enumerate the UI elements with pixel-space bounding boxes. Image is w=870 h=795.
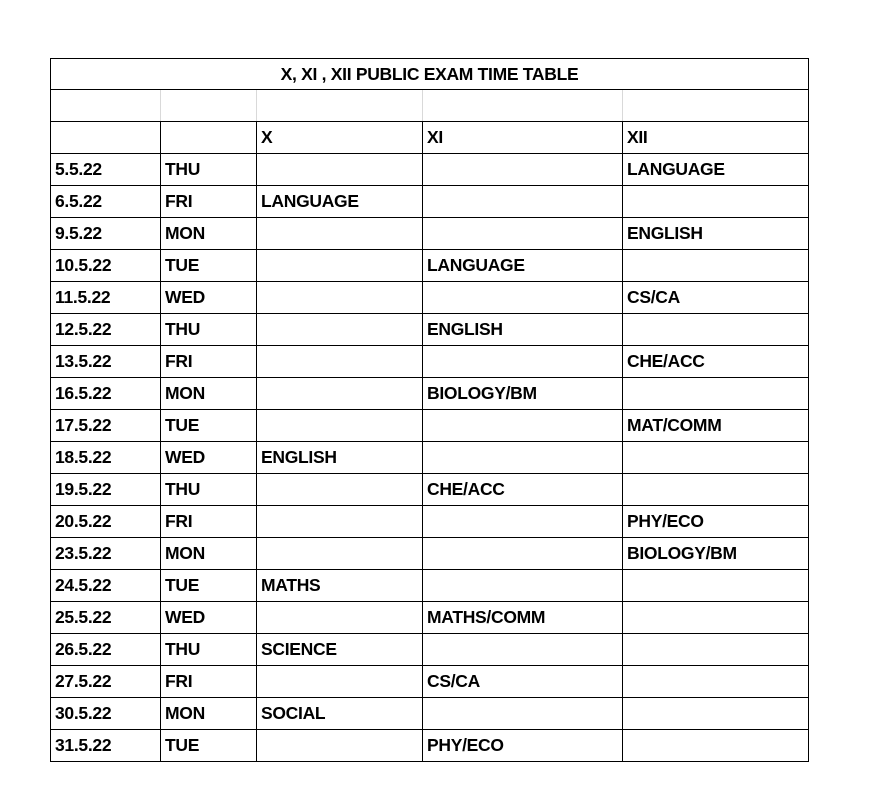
day-cell: FRI: [161, 346, 257, 378]
date-cell: 5.5.22: [51, 154, 161, 186]
class-xi-cell: [423, 346, 623, 378]
class-xi-cell: CHE/ACC: [423, 474, 623, 506]
class-x-cell: [257, 378, 423, 410]
class-xi-cell: MATHS/COMM: [423, 602, 623, 634]
class-xi-cell: LANGUAGE: [423, 250, 623, 282]
table-row: [51, 666, 809, 698]
header-class-xii: XII: [623, 122, 809, 154]
day-cell: MON: [161, 218, 257, 250]
blank-row: [51, 90, 809, 122]
class-xii-cell: BIOLOGY/BM: [623, 538, 809, 570]
class-xi-cell: CS/CA: [423, 666, 623, 698]
class-xii-cell: [623, 602, 809, 634]
class-xii-cell: [623, 250, 809, 282]
day-cell: THU: [161, 314, 257, 346]
table-row: [51, 442, 809, 474]
day-cell: THU: [161, 474, 257, 506]
date-cell: 9.5.22: [51, 218, 161, 250]
table-row: [51, 250, 809, 282]
date-cell: 23.5.22: [51, 538, 161, 570]
class-x-cell: [257, 154, 423, 186]
date-cell: 31.5.22: [51, 730, 161, 762]
class-xii-cell: [623, 314, 809, 346]
class-xii-cell: CS/CA: [623, 282, 809, 314]
class-xi-cell: [423, 442, 623, 474]
class-x-cell: [257, 346, 423, 378]
class-xi-cell: [423, 282, 623, 314]
date-cell: 13.5.22: [51, 346, 161, 378]
day-cell: FRI: [161, 666, 257, 698]
class-x-cell: SOCIAL: [257, 698, 423, 730]
date-cell: 27.5.22: [51, 666, 161, 698]
class-xii-cell: ENGLISH: [623, 218, 809, 250]
day-cell: TUE: [161, 250, 257, 282]
class-xii-cell: [623, 634, 809, 666]
day-cell: WED: [161, 282, 257, 314]
class-x-cell: SCIENCE: [257, 634, 423, 666]
table-row: [51, 474, 809, 506]
class-xii-cell: [623, 474, 809, 506]
date-cell: 11.5.22: [51, 282, 161, 314]
class-xii-cell: [623, 730, 809, 762]
class-x-cell: ENGLISH: [257, 442, 423, 474]
class-xi-cell: [423, 218, 623, 250]
header-class-xi: XI: [423, 122, 623, 154]
class-xi-cell: [423, 506, 623, 538]
blank-cell: [51, 90, 161, 122]
class-x-cell: [257, 474, 423, 506]
date-cell: 30.5.22: [51, 698, 161, 730]
class-xii-cell: [623, 186, 809, 218]
day-cell: THU: [161, 634, 257, 666]
class-xii-cell: MAT/COMM: [623, 410, 809, 442]
class-xii-cell: [623, 442, 809, 474]
class-xii-cell: [623, 666, 809, 698]
date-cell: 6.5.22: [51, 186, 161, 218]
class-xii-cell: [623, 570, 809, 602]
class-x-cell: [257, 314, 423, 346]
table-row: [51, 378, 809, 410]
class-xi-cell: PHY/ECO: [423, 730, 623, 762]
table-row: [51, 154, 809, 186]
table-row: [51, 282, 809, 314]
class-x-cell: [257, 730, 423, 762]
class-xii-cell: CHE/ACC: [623, 346, 809, 378]
class-xi-cell: [423, 186, 623, 218]
class-x-cell: [257, 218, 423, 250]
blank-cell: [257, 90, 423, 122]
day-cell: THU: [161, 154, 257, 186]
day-cell: TUE: [161, 410, 257, 442]
class-x-cell: MATHS: [257, 570, 423, 602]
table-title: X, XI , XII PUBLIC EXAM TIME TABLE: [51, 59, 809, 90]
day-cell: TUE: [161, 570, 257, 602]
day-cell: WED: [161, 442, 257, 474]
class-xi-cell: ENGLISH: [423, 314, 623, 346]
class-xi-cell: [423, 570, 623, 602]
date-cell: 25.5.22: [51, 602, 161, 634]
class-xi-cell: [423, 538, 623, 570]
table-row: [51, 506, 809, 538]
class-x-cell: [257, 602, 423, 634]
table-row: [51, 570, 809, 602]
table-row: [51, 730, 809, 762]
table-row: [51, 346, 809, 378]
class-x-cell: LANGUAGE: [257, 186, 423, 218]
day-cell: WED: [161, 602, 257, 634]
class-xi-cell: [423, 634, 623, 666]
table-row: [51, 698, 809, 730]
date-cell: 26.5.22: [51, 634, 161, 666]
date-cell: 17.5.22: [51, 410, 161, 442]
date-cell: 12.5.22: [51, 314, 161, 346]
day-cell: MON: [161, 378, 257, 410]
class-x-cell: [257, 282, 423, 314]
class-xii-cell: [623, 698, 809, 730]
table-row: [51, 602, 809, 634]
day-cell: MON: [161, 538, 257, 570]
day-cell: TUE: [161, 730, 257, 762]
class-xii-cell: [623, 378, 809, 410]
class-xi-cell: [423, 154, 623, 186]
blank-cell: [423, 90, 623, 122]
day-cell: FRI: [161, 506, 257, 538]
class-x-cell: [257, 666, 423, 698]
class-x-cell: [257, 538, 423, 570]
day-cell: MON: [161, 698, 257, 730]
header-row: [51, 122, 809, 154]
class-xi-cell: BIOLOGY/BM: [423, 378, 623, 410]
blank-cell: [623, 90, 809, 122]
class-x-cell: [257, 410, 423, 442]
table-row: [51, 538, 809, 570]
class-x-cell: [257, 506, 423, 538]
table-row: [51, 410, 809, 442]
header-class-x: X: [257, 122, 423, 154]
exam-time-table: [50, 58, 809, 762]
table-row: [51, 314, 809, 346]
class-xi-cell: [423, 698, 623, 730]
class-xii-cell: LANGUAGE: [623, 154, 809, 186]
class-xi-cell: [423, 410, 623, 442]
date-cell: 19.5.22: [51, 474, 161, 506]
date-cell: 18.5.22: [51, 442, 161, 474]
table-row: [51, 186, 809, 218]
date-cell: 10.5.22: [51, 250, 161, 282]
header-date: [51, 122, 161, 154]
date-cell: 24.5.22: [51, 570, 161, 602]
date-cell: 16.5.22: [51, 378, 161, 410]
day-cell: FRI: [161, 186, 257, 218]
class-xii-cell: PHY/ECO: [623, 506, 809, 538]
table-row: [51, 634, 809, 666]
header-day: [161, 122, 257, 154]
title-row: [51, 59, 809, 90]
class-x-cell: [257, 250, 423, 282]
table-row: [51, 218, 809, 250]
blank-cell: [161, 90, 257, 122]
date-cell: 20.5.22: [51, 506, 161, 538]
